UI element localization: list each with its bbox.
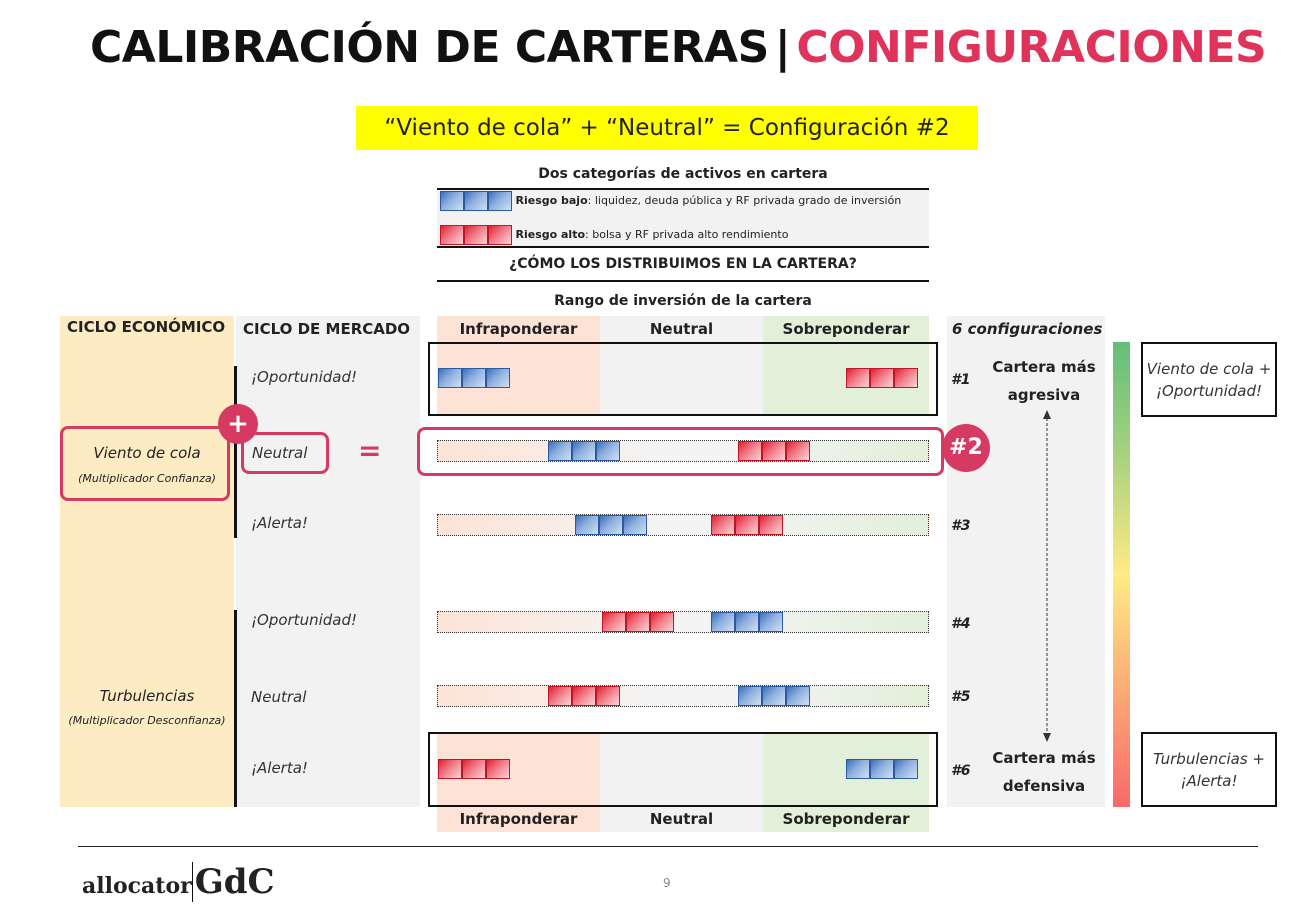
market-group-bar [234, 366, 237, 538]
config-2-low-risk [548, 441, 620, 461]
config-5-low-risk [738, 686, 810, 706]
low-risk-square [486, 368, 510, 388]
tailwind-sublabel: (Multiplicador Confianza) [78, 472, 216, 485]
high-risk-desc: : bolsa y RF privada alto rendimiento [585, 228, 789, 241]
header-underweight: Infraponderar [459, 320, 578, 338]
configurations-header: 6 configuraciones [952, 320, 1103, 338]
config-6-high-risk [438, 759, 510, 779]
config-number-3: #3 [951, 518, 971, 534]
page-number: 9 [663, 876, 671, 890]
config-4-track [437, 611, 929, 633]
low-risk-square [599, 515, 623, 535]
bottom-right-box: Turbulencias + ¡Alerta! [1141, 732, 1277, 807]
config-2-track [437, 440, 929, 462]
footer-neutral: Neutral [649, 810, 714, 828]
high-risk-square [759, 515, 783, 535]
config-3-low-risk [575, 515, 647, 535]
config-6-low-risk [846, 759, 918, 779]
market-cycle-column [236, 316, 420, 807]
config-number-2-badge: #2 [942, 424, 990, 472]
high-risk-square [626, 612, 650, 632]
low-risk-square [438, 368, 462, 388]
footer-underweight: Infraponderar [459, 810, 578, 828]
market-state-1: ¡Oportunidad! [251, 368, 357, 386]
economic-cycle-header: CICLO ECONÓMICO [67, 318, 226, 336]
high-risk-square [870, 368, 894, 388]
low-risk-square [894, 759, 918, 779]
high-risk-square [464, 225, 488, 245]
high-risk-square [486, 759, 510, 779]
high-risk-square [548, 686, 572, 706]
legend-high-risk [440, 225, 788, 245]
legend-low-risk [440, 191, 901, 211]
low-risk-square [759, 612, 783, 632]
low-risk-square [735, 612, 759, 632]
tailwind-label: Viento de cola [93, 444, 201, 462]
high-risk-square [602, 612, 626, 632]
config-1-low-risk [438, 368, 510, 388]
title-part1: CALIBRACIÓN DE CARTERAS [90, 22, 769, 73]
config-4-high-risk [602, 612, 674, 632]
low-risk-square [762, 686, 786, 706]
high-risk-square [650, 612, 674, 632]
aggressiveness-arrow-icon [1040, 410, 1054, 742]
config-number-4: #4 [951, 616, 971, 632]
allocator-logo [82, 862, 275, 902]
turbulence-sublabel: (Multiplicador Desconfianza) [68, 714, 226, 727]
subtitle-banner: “Viento de cola” + “Neutral” = Configuración #2 [356, 106, 978, 150]
high-risk-square [762, 441, 786, 461]
market-cycle-header: CICLO DE MERCADO [243, 320, 411, 338]
high-risk-square [572, 686, 596, 706]
legend-title: Dos categorías de activos en cartera [538, 166, 828, 182]
low-risk-square [572, 441, 596, 461]
divider [437, 246, 929, 248]
config-1-high-risk [846, 368, 918, 388]
low-risk-square [596, 441, 620, 461]
market-group-bar [234, 610, 237, 807]
header-overweight: Sobreponderar [782, 320, 910, 338]
config-number-6: #6 [951, 763, 971, 779]
low-risk-square [786, 686, 810, 706]
logo-mark: GdC [192, 862, 275, 902]
high-risk-square [462, 759, 486, 779]
config-5-track [437, 685, 929, 707]
config-2-high-risk [738, 441, 810, 461]
equals-icon: = [358, 434, 382, 467]
tailwind-highlight [60, 426, 230, 501]
low-risk-label: Riesgo bajo [515, 194, 588, 207]
page-title [90, 22, 1266, 73]
market-state-2: Neutral [252, 444, 308, 462]
market-state-6: ¡Alerta! [251, 759, 308, 777]
logo-word: allocator [82, 873, 192, 899]
market-state-5: Neutral [251, 688, 307, 706]
config-5-high-risk [548, 686, 620, 706]
title-separator: | [774, 22, 791, 73]
divider [437, 280, 929, 282]
market-state-4: ¡Oportunidad! [251, 611, 357, 629]
low-risk-square [738, 686, 762, 706]
low-risk-square [462, 368, 486, 388]
config-3-high-risk [711, 515, 783, 535]
risk-heat-bar [1113, 342, 1130, 807]
title-part2: CONFIGURACIONES [796, 22, 1267, 73]
plus-icon: + [218, 404, 258, 444]
economic-cycle-column [60, 316, 234, 807]
low-risk-square [488, 191, 512, 211]
low-risk-square [870, 759, 894, 779]
low-risk-square [623, 515, 647, 535]
low-risk-square [575, 515, 599, 535]
high-risk-square [738, 441, 762, 461]
aggressive-label: Cartera más agresiva [992, 358, 1096, 404]
low-risk-square [440, 191, 464, 211]
high-risk-square [440, 225, 464, 245]
high-risk-square [846, 368, 870, 388]
market-state-3: ¡Alerta! [251, 514, 308, 532]
low-risk-desc: : liquidez, deuda pública y RF privada grado de inversión [587, 194, 902, 207]
top-right-box: Viento de cola + ¡Oportunidad! [1141, 342, 1277, 417]
high-risk-square [438, 759, 462, 779]
high-risk-square [894, 368, 918, 388]
low-risk-square [846, 759, 870, 779]
high-risk-square [735, 515, 759, 535]
config-4-low-risk [711, 612, 783, 632]
high-risk-square [711, 515, 735, 535]
footer-overweight: Sobreponderar [782, 810, 910, 828]
distribution-question: ¿CÓMO LOS DISTRIBUIMOS EN LA CARTERA? [509, 256, 857, 272]
high-risk-square [488, 225, 512, 245]
high-risk-square [786, 441, 810, 461]
config-number-1: #1 [951, 372, 971, 388]
footer-divider [78, 846, 1258, 847]
high-risk-label: Riesgo alto [515, 228, 586, 241]
low-risk-square [711, 612, 735, 632]
header-neutral: Neutral [649, 320, 714, 338]
config-3-track [437, 514, 929, 536]
high-risk-square [596, 686, 620, 706]
defensive-label: Cartera más defensiva [992, 749, 1096, 795]
low-risk-square [464, 191, 488, 211]
config-number-5: #5 [951, 689, 971, 705]
turbulence-label: Turbulencias [99, 687, 195, 705]
range-title: Rango de inversión de la cartera [554, 293, 812, 309]
low-risk-square [548, 441, 572, 461]
